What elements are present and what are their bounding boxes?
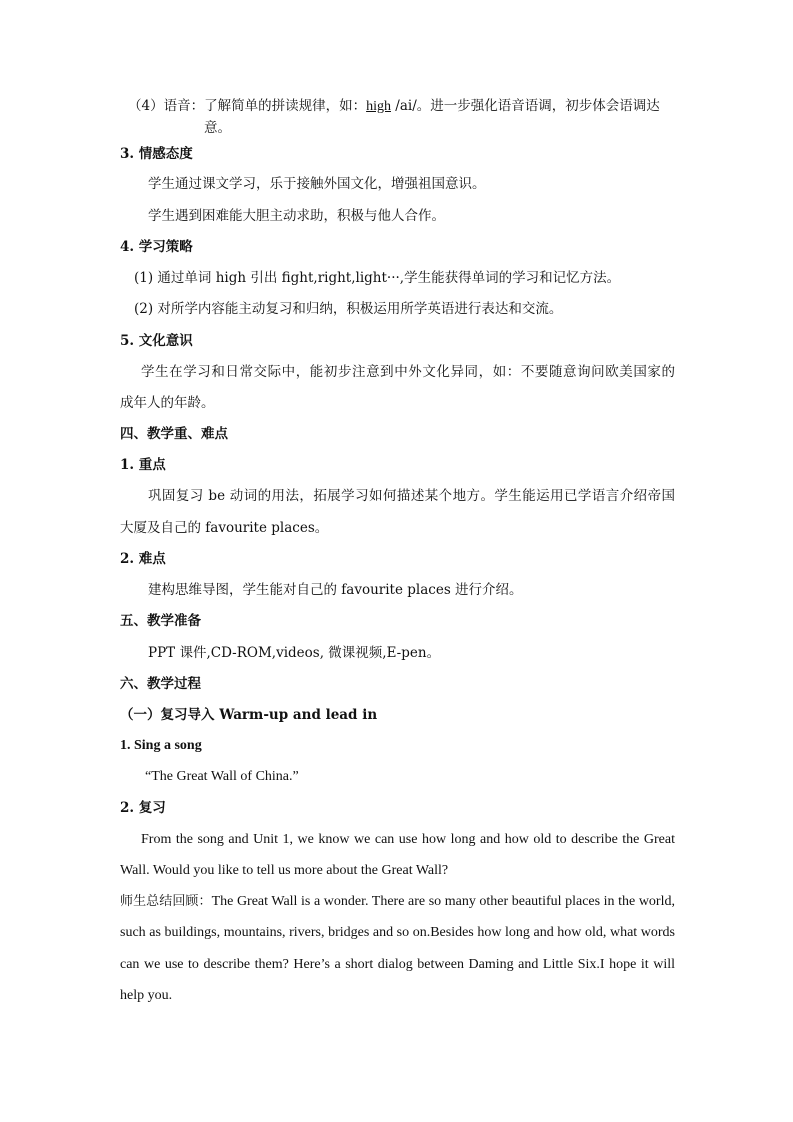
language-goal-phonetic: /ai/。进一步强化语音语调，初步体会语调达: [390, 98, 660, 114]
language-goal-word: high: [366, 99, 391, 114]
attitude-paragraph-1: 学生通过课文学习，乐于接触外国文化，增强祖国意识。: [148, 176, 486, 192]
review-paragraph-line-2: Wall. Would you like to tell us more about the Great Wall?: [120, 863, 449, 878]
step-heading-review: 2. 复习: [120, 800, 166, 816]
attitude-paragraph-2: 学生遇到困难能大胆主动求助，积极与他人合作。: [148, 208, 445, 224]
summary-paragraph-line-2: such as buildings, mountains, rivers, bridges and so on.Besides how long and how old, what words: [120, 925, 675, 940]
key-point-line-2: 大厦及自己的 favourite places。: [120, 520, 329, 536]
section-heading-attitude: 3. 情感态度: [120, 146, 193, 162]
subheading-key-point: 1. 重点: [120, 457, 166, 473]
subheading-difficult-point: 2. 难点: [120, 551, 166, 567]
summary-label: 师生总结回顾：: [120, 894, 212, 909]
summary-paragraph-line-1: [120, 894, 675, 910]
language-goal-continuation: 意。: [204, 120, 231, 136]
part-heading-procedure: 六、教学过程: [120, 676, 201, 692]
section-heading-culture: 5. 文化意识: [120, 333, 193, 349]
step-heading-sing-song: 1. Sing a song: [120, 738, 202, 753]
strategy-item-2: (2) 对所学内容能主动复习和归纳，积极运用所学英语进行表达和交流。: [134, 301, 563, 317]
difficult-point-paragraph: 建构思维导图，学生能对自己的 favourite places 进行介绍。: [148, 582, 523, 598]
summary-paragraph-line-4: help you.: [120, 988, 173, 1003]
culture-paragraph-line-2: 成年人的年龄。: [120, 395, 215, 411]
preparation-paragraph: PPT 课件,CD-ROM,videos, 微课视频,E-pen。: [148, 645, 441, 661]
part-heading-preparation: 五、教学准备: [120, 613, 201, 629]
review-paragraph-line-1: From the song and Unit 1, we know we can use how long and how old to describe the Great: [141, 832, 675, 847]
subheading-warm-up: （一）复习导入 Warm-up and lead in: [120, 707, 378, 723]
culture-paragraph-line-1: 学生在学习和日常交际中，能初步注意到中外文化异同，如：不要随意询问欧美国家的: [141, 364, 675, 380]
language-goal-label: （4）语音：了解简单的拼读规律，如：: [128, 98, 367, 114]
part-heading-key-difficult: 四、教学重、难点: [120, 426, 228, 442]
strategy-item-1: (1) 通过单词 high 引出 fight,right,light···,学生能获得单词的学习和记忆方法。: [134, 270, 621, 286]
key-point-line-1: 巩固复习 be 动词的用法，拓展学习如何描述某个地方。学生能运用已学语言介绍帝国: [148, 488, 675, 504]
language-goal-line: [128, 98, 660, 115]
song-title: “The Great Wall of China.”: [145, 769, 299, 784]
section-heading-strategy: 4. 学习策略: [120, 239, 193, 255]
summary-text-1: The Great Wall is a wonder. There are so many other beautiful places in the world,: [211, 894, 675, 909]
summary-paragraph-line-3: can we use to describe them? Here’s a short dialog between Daming and Little Six.I hope it will: [120, 957, 675, 972]
